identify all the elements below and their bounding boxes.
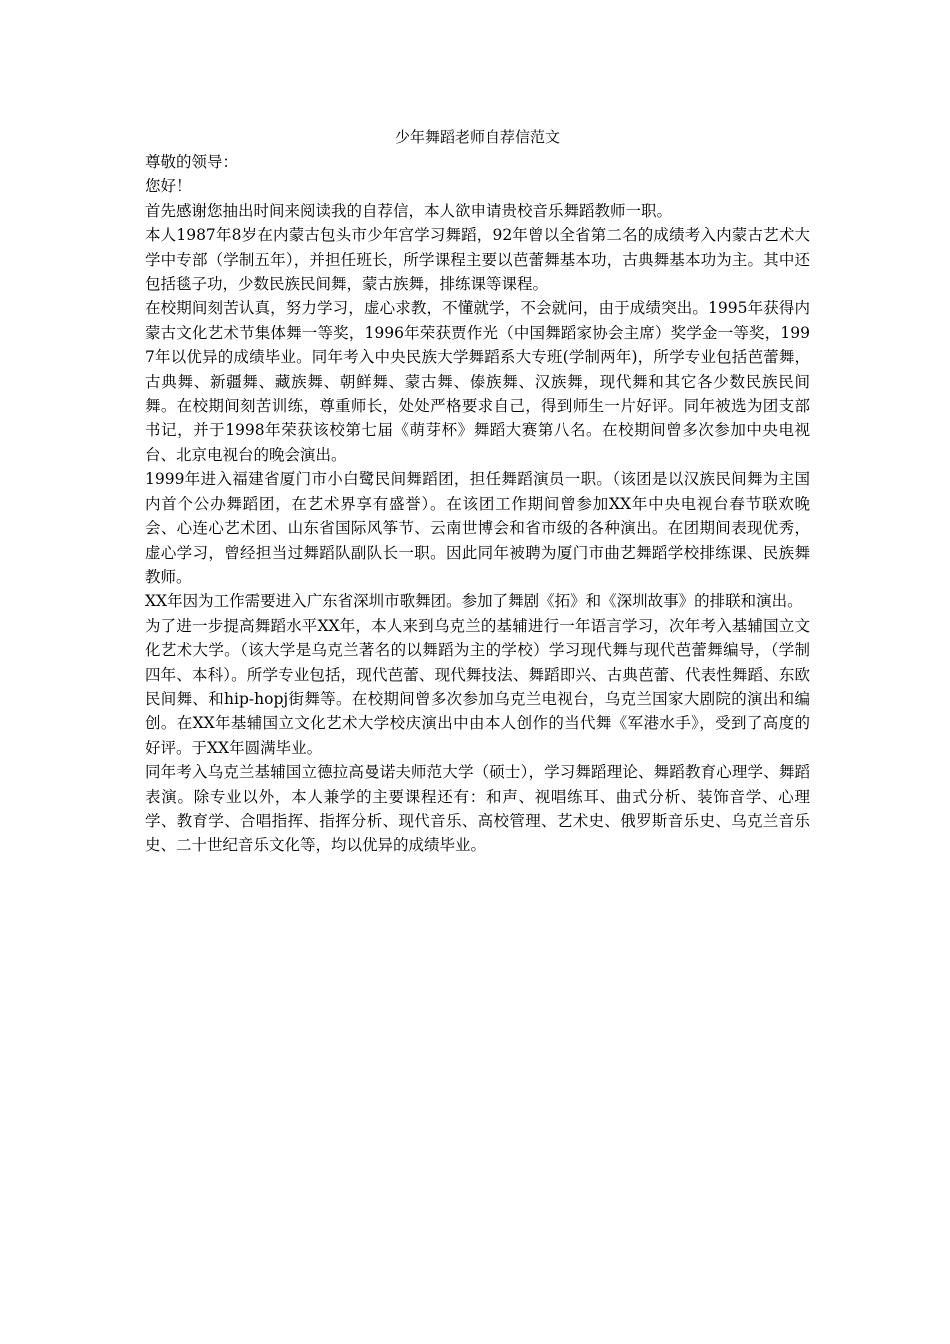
- document-title: 少年舞蹈老师自荐信范文: [394, 128, 560, 146]
- paragraph-kyiv-study: 为了进一步提高舞蹈水平XX年，本人来到乌克兰的基辅进行一年语言学习，次年考入基辅国立文化艺术大学。（该大学是乌克兰著名的以舞蹈为主的学校）学习现代舞与现代芭蕾舞编导，（学制四年、本科）。所学专业包括，现代芭蕾、现代舞技法、舞蹈即兴、古典芭蕾、代表性舞蹈、东欧民间舞、和hip-hopj街舞等。在校期间曾多次参加乌克兰电视台，乌克兰国家大剧院的演出和编创。在XX年基辅国立文化艺术大学校庆演出中由本人创作的当代舞《军港水手》，受到了高度的好评。于XX年圆满毕业。: [145, 616, 810, 757]
- paragraph-xiamen-troupe: 1999年进入福建省厦门市小白鹭民间舞蹈团，担任舞蹈演员一职。（该团是以汉族民间舞为主国内首个公办舞蹈团，在艺术界享有盛誉）。在该团工作期间曾参加XX年中央电视台春节联欢晚会、心连心艺术团、山东省国际风筝节、云南世博会和省市级的各种演出。在团期间表现优秀，虚心学习，曾经担当过舞蹈队副队长一职。因此同年被聘为厦门市曲艺舞蹈学校排练课、民族舞教师。: [145, 470, 810, 586]
- paragraph-shenzhen: XX年因为工作需要进入广东省深圳市歌舞团。参加了舞剧《拓》和《深圳故事》的排联和演出。: [145, 592, 803, 611]
- paragraph-early-training: 本人1987年8岁在内蒙古包头市少年宫学习舞蹈，92年曾以全省第二名的成绩考入内蒙古艺术大学中专部（学制五年），并担任班长，所学课程主要以芭蕾舞基本功，古典舞基本功为主。其中还包括毯子功，少数民族民间舞，蒙古族舞，排练课等课程。: [145, 226, 810, 294]
- paragraph-masters: 同年考入乌克兰基辅国立德拉高曼诺夫师范大学（硕士），学习舞蹈理论、舞蹈教育心理学、舞蹈表演。除专业以外，本人兼学的主要课程还有：和声、视唱练耳、曲式分析、装饰音学、心理学、教育学、合唱指挥、指挥分析、现代音乐、高校管理、艺术史、俄罗斯音乐史、乌克兰音乐史、二十世纪音乐文化等，均以优异的成绩毕业。: [145, 763, 810, 855]
- document-page: [145, 124, 810, 858]
- salutation: 尊敬的领导：: [145, 153, 239, 171]
- greeting: 您好！: [145, 177, 192, 196]
- paragraph-intro: 首先感谢您抽出时间来阅读我的自荐信，本人欲申请贵校音乐舞蹈教师一职。: [145, 201, 673, 220]
- paragraph-school-achievements: 在校期间刻苦认真，努力学习，虚心求教，不懂就学，不会就问，由于成绩突出。1995年获得内蒙古文化艺术节集体舞一等奖，1996年荣获贾作光（中国舞蹈家协会主席）奖学金一等奖，1997年以优异的成绩毕业。同年考入中央民族大学舞蹈系大专班(学制两年)，所学专业包括芭蕾舞，古典舞、新疆舞、藏族舞、朝鲜舞、蒙古舞、傣族舞、汉族舞，现代舞和其它各少数民族民间舞。在校期间刻苦训练，尊重师长，处处严格要求自己，得到师生一片好评。同年被选为团支部书记，并于1998年荣获该校第七届《萌芽杯》舞蹈大赛第八名。在校期间曾多次参加中央电视台、北京电视台的晚会演出。: [145, 299, 810, 464]
